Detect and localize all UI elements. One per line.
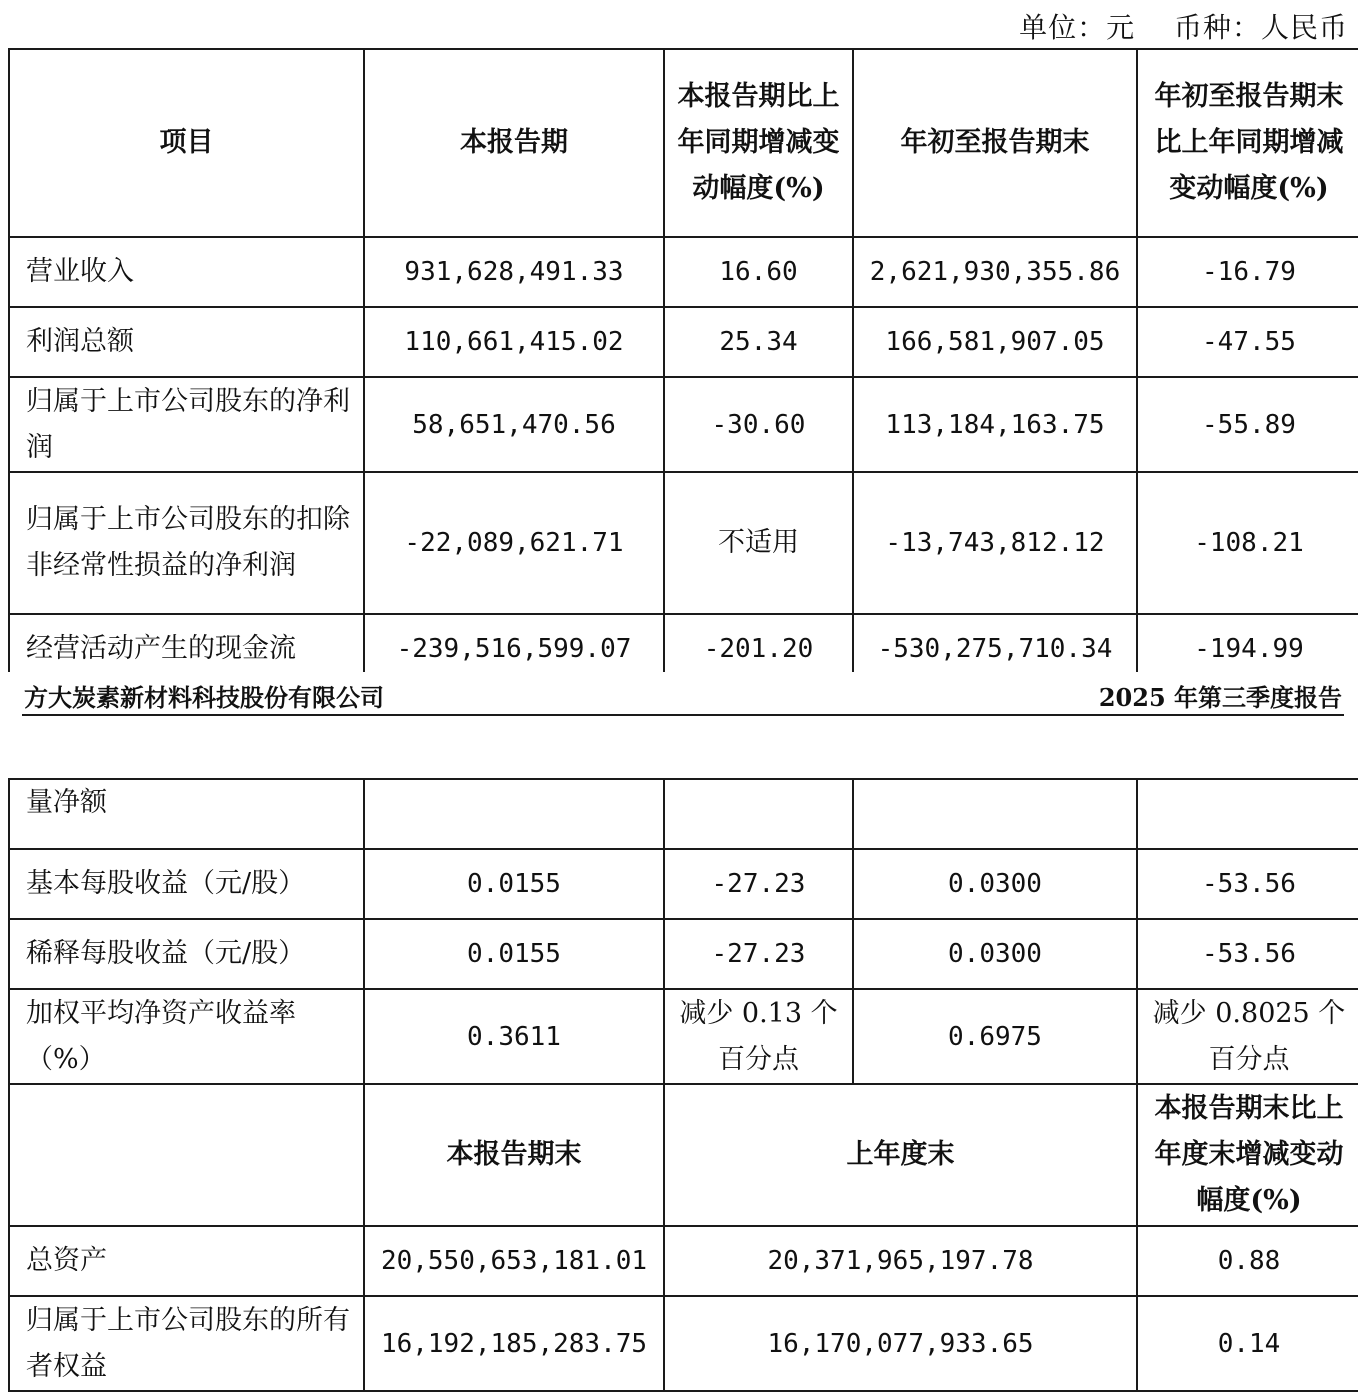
row-item: 总资产 — [9, 1226, 364, 1296]
row-current: 0.0155 — [364, 849, 664, 919]
header-row — [9, 49, 1358, 237]
row-change: 0.88 — [1137, 1226, 1358, 1296]
row-item: 加权平均净资产收益率（%） — [9, 989, 364, 1084]
row-change: 0.14 — [1137, 1296, 1358, 1391]
row-ytd — [853, 779, 1137, 849]
table-row — [9, 1226, 1358, 1296]
row-ytd: 166,581,907.05 — [853, 307, 1137, 377]
header-current-yoy: 本报告期比上年同期增减变动幅度(%) — [664, 49, 853, 237]
table-row — [9, 472, 1358, 614]
row-ytd: -13,743,812.12 — [853, 472, 1137, 614]
row-item: 营业收入 — [9, 237, 364, 307]
unit-currency-line: 单位：元 币种：人民币 — [1019, 11, 1348, 44]
balance-header-period-end: 本报告期末 — [364, 1084, 664, 1226]
row-current: 0.0155 — [364, 919, 664, 989]
row-current-yoy — [664, 779, 853, 849]
row-ytd-yoy — [1137, 779, 1358, 849]
table-row — [9, 237, 1358, 307]
row-current: 58,651,470.56 — [364, 377, 664, 472]
row-current-yoy: -201.20 — [664, 614, 853, 684]
row-item: 量净额 — [9, 779, 364, 849]
header-item: 项目 — [9, 49, 364, 237]
row-ytd-yoy: -53.56 — [1137, 919, 1358, 989]
balance-header-row — [9, 1084, 1358, 1226]
row-current: 0.3611 — [364, 989, 664, 1084]
row-item: 归属于上市公司股东的净利润 — [9, 377, 364, 472]
table-row — [9, 1296, 1358, 1391]
row-period-end: 16,192,185,283.75 — [364, 1296, 664, 1391]
row-current — [364, 779, 664, 849]
row-item: 利润总额 — [9, 307, 364, 377]
row-ytd: 113,184,163.75 — [853, 377, 1137, 472]
table-row — [9, 307, 1358, 377]
row-period-end: 20,550,653,181.01 — [364, 1226, 664, 1296]
row-ytd-yoy: -108.21 — [1137, 472, 1358, 614]
header-ytd: 年初至报告期末 — [853, 49, 1137, 237]
row-ytd-yoy: -47.55 — [1137, 307, 1358, 377]
page-footer — [22, 678, 1344, 716]
row-ytd: 0.0300 — [853, 919, 1137, 989]
table-row — [9, 377, 1358, 472]
row-item: 归属于上市公司股东的扣除非经常性损益的净利润 — [9, 472, 364, 614]
header-current-period: 本报告期 — [364, 49, 664, 237]
row-current: -239,516,599.07 — [364, 614, 664, 684]
row-prior-year-end: 16,170,077,933.65 — [664, 1296, 1137, 1391]
row-prior-year-end: 20,371,965,197.78 — [664, 1226, 1137, 1296]
row-ytd-yoy: -55.89 — [1137, 377, 1358, 472]
row-ytd: -530,275,710.34 — [853, 614, 1137, 684]
row-current: 931,628,491.33 — [364, 237, 664, 307]
footer-company: 方大炭素新材料科技股份有限公司 — [24, 683, 384, 712]
row-current-yoy: 减少 0.13 个百分点 — [664, 989, 853, 1084]
header-ytd-yoy: 年初至报告期末比上年同期增减变动幅度(%) — [1137, 49, 1358, 237]
row-current-yoy: -27.23 — [664, 849, 853, 919]
balance-header-item — [9, 1084, 364, 1226]
row-ytd-yoy: 减少 0.8025 个百分点 — [1137, 989, 1358, 1084]
row-ytd: 2,621,930,355.86 — [853, 237, 1137, 307]
footer-report: 2025 年第三季度报告 — [1098, 683, 1342, 712]
row-item: 基本每股收益（元/股） — [9, 849, 364, 919]
table-row — [9, 849, 1358, 919]
row-ytd-yoy: -53.56 — [1137, 849, 1358, 919]
table-row — [9, 779, 1358, 849]
row-current-yoy: 16.60 — [664, 237, 853, 307]
row-item: 经营活动产生的现金流 — [9, 614, 364, 684]
row-ytd: 0.0300 — [853, 849, 1137, 919]
balance-header-prior-year-end: 上年度末 — [664, 1084, 1137, 1226]
row-current: 110,661,415.02 — [364, 307, 664, 377]
balance-header-change: 本报告期末比上年度末增减变动幅度(%) — [1137, 1084, 1358, 1226]
financial-table-bottom — [8, 778, 1358, 1392]
row-ytd: 0.6975 — [853, 989, 1137, 1084]
row-current-yoy: 25.34 — [664, 307, 853, 377]
row-current-yoy: 不适用 — [664, 472, 853, 614]
row-item: 稀释每股收益（元/股） — [9, 919, 364, 989]
row-current-yoy: -27.23 — [664, 919, 853, 989]
table-row — [9, 989, 1358, 1084]
row-current-yoy: -30.60 — [664, 377, 853, 472]
row-current: -22,089,621.71 — [364, 472, 664, 614]
table-row — [9, 919, 1358, 989]
row-ytd-yoy: -194.99 — [1137, 614, 1358, 684]
row-item: 归属于上市公司股东的所有者权益 — [9, 1296, 364, 1391]
financial-table-top — [8, 48, 1358, 685]
row-ytd-yoy: -16.79 — [1137, 237, 1358, 307]
